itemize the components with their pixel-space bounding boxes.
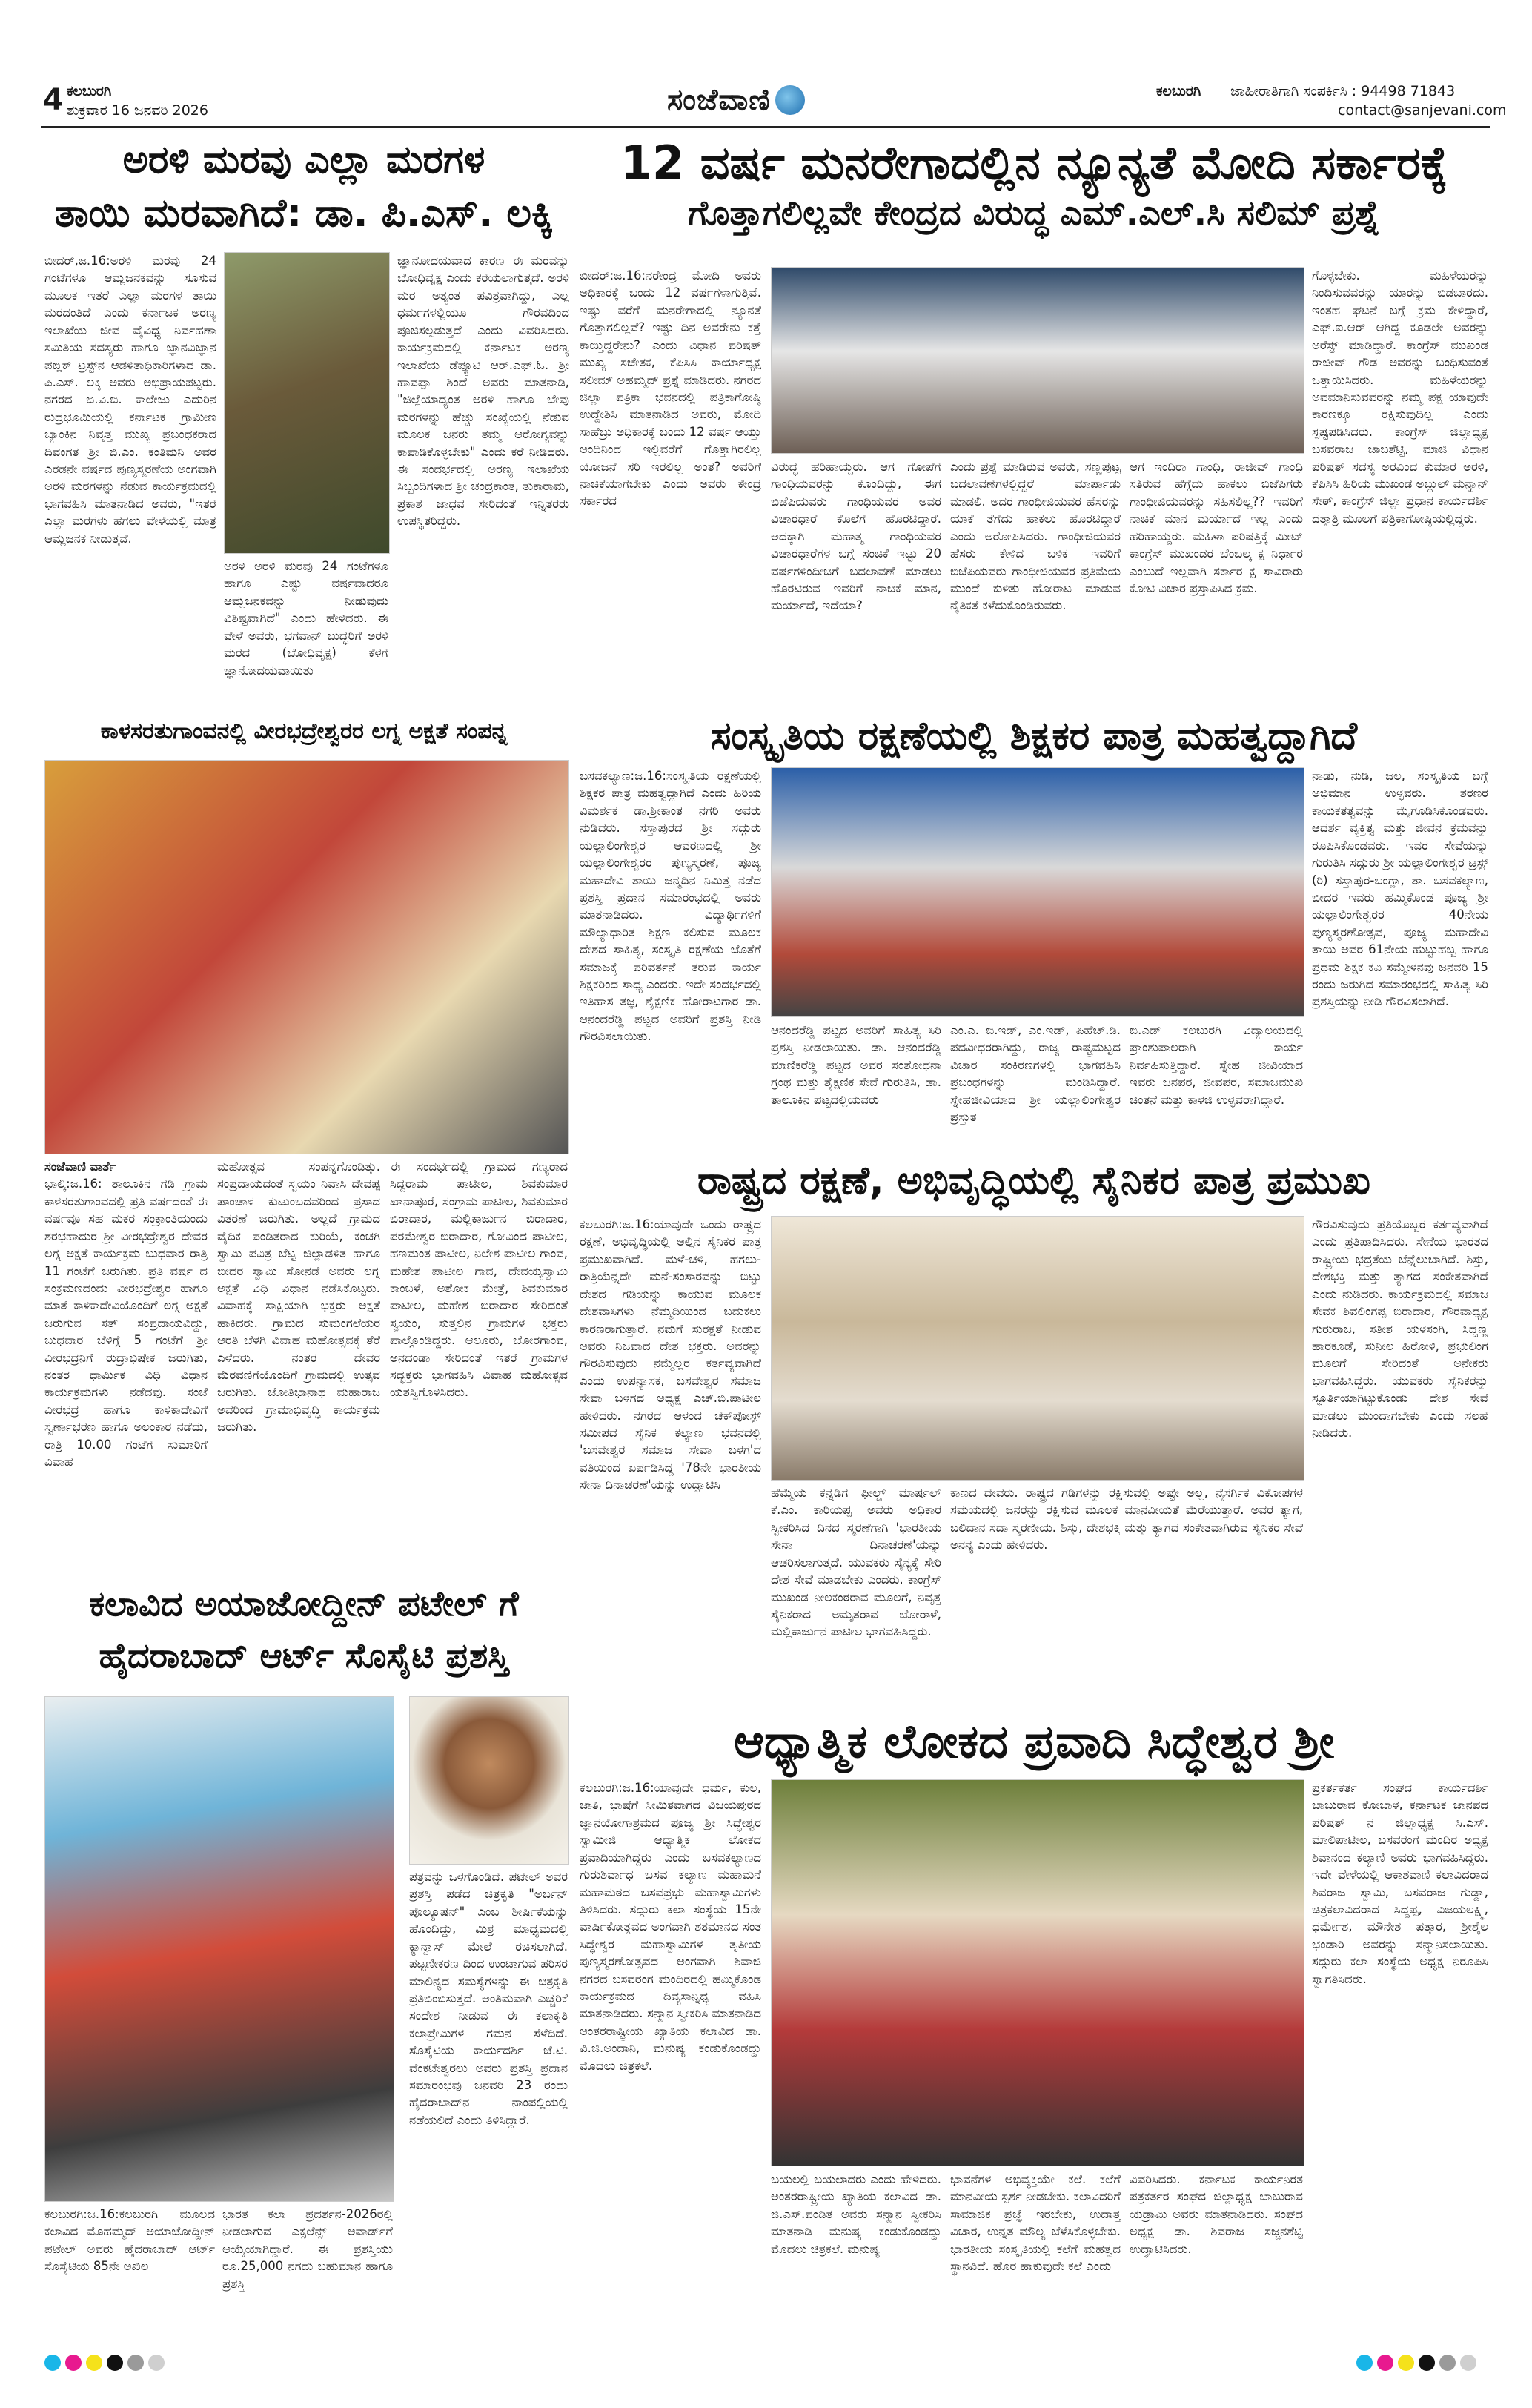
siddeshwar-column-1: ಕಲಬುರಗಿ:ಜ.16:ಯಾವುದೇ ಧರ್ಮ, ಕುಲ, ಜಾತಿ, ಭಾಷೆಗೆ ಸೀಮಿತವಾಗದ ವಿಜಯಪುರದ ಜ್ಞಾನಯೋಗಾಶ್ರಮದ ಪೂಜ್ಯ ಶ್ರೀ ಸಿದ್ಧೇಶ್ವರ ಸ್ವಾಮೀಜಿ ಆಧ್ಯಾತ್ಮಿಕ ಲೋಕದ ಪ್ರವಾದಿಯಾಗಿದ್ದರು ಎಂದು ಬಸವಕಲ್ಯಾಣದ ಗುರುಶಿರ್ವಾಧ ಬಸವ ಕಲ್ಯಾಣ ಮಹಾಮನೆ ಮಹಾಮಠದ ಬಸವಪ್ರಭು ಮಹಾಸ್ವಾಮಿಗಳು ತಿಳಿಸಿದರು. ಸದ್ಗುರು ಕಲಾ ಸಂಸ್ಥೆಯ 15ನೇ ವಾರ್ಷಿಕೋತ್ಸವದ ಅಂಗವಾಗಿ ಶತಮಾನದ ಸಂತ ಸಿದ್ಧೇಶ್ವರ ಮಹಾಸ್ವಾಮಿಗಳ ತೃತೀಯ ಪುಣ್ಯಸ್ಮರಣೋತ್ಸವದ ಅಂಗವಾಗಿ ಶಿವಾಜಿ ನಗರದ ಬಸವರಂಗ ಮಂದಿರದಲ್ಲಿ ಹಮ್ಮಿಕೊಂಡ ಕಾರ್ಯಕ್ರಮದ ದಿವ್ಯಸಾನ್ನಿಧ್ಯ ವಹಿಸಿ ಮಾತನಾಡಿದರು. ಸನ್ಮಾನ ಸ್ವೀಕರಿಸಿ ಮಾತನಾಡಿದ ಅಂತರರಾಷ್ಟ್ರೀಯ ಖ್ಯಾತಿಯ ಕಲಾವಿದ ಡಾ. ವಿ.ಜಿ.ಅಂದಾನಿ, ಮನುಷ್ಯ ಕಂಡುಕೊಂಡದ್ದು ಮೊದಲು ಚಿತ್ರಕಲೆ. — [580, 1781, 761, 2073]
wedding-headline: ಕಾಳಸರತುಗಾಂವನಲ್ಲಿ ವೀರಭದ್ರೇಶ್ವರರ ಲಗ್ನ ಅಕ್ಷತೆ ಸಂಪನ್ನ — [100, 718, 508, 744]
artist-caption: ಕಲಬುರಗಿ:ಜ.16:ಕಲಬುರಗಿ ಮೂಲದ ಕಲಾವಿದ ಮೊಹಮ್ಮದ್ ಅಯಾಜೋದ್ದೀನ್ ಪಟೇಲ್ ಅವರು ಹೈದರಾಬಾದ್ ಆರ್ಟ್ ಸೊಸೈಟಿಯ 85ನೇ ಅಖಿಲ — [44, 2207, 215, 2274]
wedding-column-3: ಈ ಸಂದರ್ಭದಲ್ಲಿ ಗ್ರಾಮದ ಗಣ್ಯರಾದ ಸಿದ್ದರಾಮ ಪಾಟೀಲ, ಶಿವಕುಮಾರ ಖಾನಾಪೂರೆ, ಸಂಗ್ರಾಮ ಪಾಟೀಲ, ಶಿವಕುಮಾರ ಬಿರಾದಾರ, ಮಲ್ಲಿಕಾರ್ಜುನ ಬಿರಾದಾರ, ಪರಮೇಶ್ವರ ಬಿರಾದಾರ, ಗೋವಿಂದ ಪಾಟೀಲ, ಹಣಮಂತ ಪಾಟೀಲ, ನಿಲೇಶ ಪಾಟೀಲ ಗಾಂವ, ಮಹೇಶ ಪಾಟೀಲ ಗಾವ, ದೇವಯ್ಯಸ್ವಾಮಿ ಕಾಂಬಳೆ, ಅಶೋಕ ಮೇತ್ರೆ, ಶಿವಕುಮಾರ ಪಾಟೀಲ, ಮಹೇಶ ಬಿರಾದಾರ ಸೇರಿದಂತೆ ಸ್ವಯಂ, ಸುತ್ತಲಿನ ಗ್ರಾಮಗಳ ಭಕ್ತರು ಪಾಲ್ಗೊಂಡಿದ್ದರು. ಆಲೂರು, ಬೋರಗಾಂವ, ಅನದಂಡಾ ಸೇರಿದಂತೆ ಇತರೆ ಗ್ರಾಮಗಳ ಸದ್ಭಕ್ತರು ಭಾಗವಹಿಸಿ ವಿವಾಹ ಮಹೋತ್ಸವ ಯಶಸ್ವಿಗೊಳಿಸಿದರು. — [390, 1160, 568, 1400]
artist-portrait — [409, 1696, 569, 1865]
culture-column-4: ಬಿ.ಎಡ್ ಕಲಬುರಗಿ ವಿದ್ಯಾಲಯದಲ್ಲಿ ಪ್ರಾಂಶುಪಾಲರಾಗಿ ಕಾರ್ಯ ನಿರ್ವಹಿಸುತ್ತಿದ್ದಾರೆ. ಸ್ನೇಹ ಜೀವಿಯಾದ ಇವರು ಜನಪರ, ಜೀವಪರ, ಸಮಾಜಮುಖಿ ಚಿಂತನೆ ಮತ್ತು ಕಾಳಜಿ ಉಳ್ಳವರಾಗಿದ್ದಾರೆ. — [1130, 1023, 1303, 1107]
reg-dot — [127, 2355, 144, 2371]
culture-column-3: ಎಂ.ಎ. ಬಿ.ಇಡ್, ಎಂ.ಇಡ್, ಪಿಹೆಚ್.ಡಿ. ಪದವೀಧರರಾಗಿದ್ದು, ರಾಜ್ಯ ರಾಷ್ಟ್ರಮಟ್ಟದ ವಿಚಾರ ಸಂಕಿರಣಗಳಲ್ಲಿ ಭಾಗವಹಿಸಿ ಪ್ರಬಂಧಗಳನ್ನು ಮಂಡಿಸಿದ್ದಾರೆ. ಸ್ನೇಹಜೀವಿಯಾದ ಶ್ರೀ ಯಲ್ಲಾಲಿಂಗೇಶ್ವರ ಪ್ರಸ್ತುತ — [950, 1023, 1121, 1125]
nrega-column-2: ವಿರುದ್ಧ ಹರಿಹಾಯ್ದರು. ಆಗ ಗೋಪೆಗೆ ಗಾಂಧಿಯವರನ್ನು ಕೊಂದಿದ್ದು, ಈಗ ಬಿಜೆಪಿಯವರು ಗಾಂಧಿಯವರ ಅವರ ವಿಚಾರಧಾರೆ ಕೊಲೆಗೆ ಹೊರಟಿದ್ದಾರೆ. ಅದಕ್ಕಾಗಿ ಮಹಾತ್ಮ ಗಾಂಧಿಯವರ ವಿಚಾರಧಾರೆಗಳ ಬಗ್ಗೆ ಸಂಚಿಕೆ ಇಟ್ಟು 20 ವರ್ಷಗಳಿಂದೀಚಿಗೆ ಬದಲಾವಣೆ ಮಾಡಲು ಹೊರಟಿರುವ ಇವರಿಗೆ ನಾಚಿಕೆ ಮಾನ, ಮರ್ಯಾದೆ, ಇದೆಯಾ? — [771, 460, 941, 613]
nrega-headline-2: ಗೊತ್ತಾಗಲಿಲ್ಲವೇ ಕೇಂದ್ರದ ವಿರುದ್ಧ ಎಮ್.ಎಲ್.ಸಿ ಸಲಿಮ್ ಪ್ರಶ್ನೆ — [688, 193, 1380, 233]
registration-marks-left — [44, 2355, 165, 2371]
logo-text: ಸಂಜೆವಾಣಿ — [667, 83, 771, 117]
registration-marks-right — [1356, 2355, 1476, 2371]
urban-pollution-artwork — [44, 1696, 394, 2202]
siddeshwar-headline: ಆಧ್ಯಾತ್ಮಿಕ ಲೋಕದ ಪ್ರವಾದಿ ಸಿದ್ಧೇಶ್ವರ ಶ್ರೀ — [734, 1714, 1334, 1768]
reg-dot — [1356, 2355, 1373, 2371]
reg-dot — [1377, 2355, 1393, 2371]
reg-dot — [65, 2355, 82, 2371]
soldiers-column-4: ಗೌರವಿಸುವುದು ಪ್ರತಿಯೊಬ್ಬರ ಕರ್ತವ್ಯವಾಗಿದೆ ಎಂದು ಪ್ರತಿಪಾದಿಸಿದರು. ಸೇನೆಯ ಭಾರತದ ರಾಷ್ಟ್ರೀಯ ಭದ್ರತೆಯ ಬೆನ್ನೆಲುಬಾಗಿದೆ. ಶಿಸ್ತು, ದೇಶಭಕ್ತಿ ಮತ್ತು ತ್ಯಾಗದ ಸಂಕೇತವಾಗಿದೆ ಎಂದು ನುಡಿದರು. ಕಾರ್ಯಕ್ರಮದಲ್ಲಿ ಸಮಾಜ ಸೇವಕ ಶಿವಲಿಂಗಪ್ಪ ಬಿರಾದಾರ, ಗೌರವಾಧ್ಯಕ್ಷ ಗುರುರಾಜ, ಸತೀಶ ಯಳಸಂಗಿ, ಸಿದ್ದಣ್ಣ ಹಾರಕೂಡೆ, ಸುನೀಲ ಹಿರೋಳಿ, ಪ್ರಭುಲಿಂಗ ಮೂಲಗೆ ಸೇರಿದಂತೆ ಅನೇಕರು ಭಾಗವಹಿಸಿದ್ದರು. ಯುವಕರು ಸೈನಿಕರನ್ನು ಸ್ಫೂರ್ತಿಯಾಗಿಟ್ಟುಕೊಂಡು ದೇಶ ಸೇವೆ ಮಾಡಲು ಮುಂದಾಗಬೇಕು ಎಂದು ಸಲಹೆ ನೀಡಿದರು. — [1312, 1217, 1488, 1440]
siddeshwar-column-3: ಭಾವನೆಗಳ ಅಭಿವ್ಯಕ್ತಿಯೇ ಕಲೆ. ಕಲೆಗೆ ಮಾನವೀಯ ಸ್ಪರ್ಶ ನೀಡಬೇಕು. ಕಲಾವಿದರಿಗೆ ಸಾಮಾಜಿಕ ಪ್ರಜ್ಞೆ ಇರಬೇಕು, ಉದಾತ್ತ ವಿಚಾರ, ಉನ್ನತ ಮೌಲ್ಯ ಬೆಳೆಸಿಕೊಳ್ಳಬೇಕು. ಭಾರತೀಯ ಸಂಸ್ಕೃತಿಯಲ್ಲಿ ಕಲೆಗೆ ಮಹತ್ವದ ಸ್ಥಾನವಿದೆ. ಹೊರ ಹಾಕುವುದೇ ಕಲೆ ಎಂದು — [950, 2172, 1121, 2274]
masthead-city-right: ಕಲಬುರಗಿ — [1156, 83, 1201, 99]
reg-dot — [1398, 2355, 1414, 2371]
reg-dot — [44, 2355, 61, 2371]
soldiers-column-3: ಕಾಣದ ದೇವರು. ರಾಷ್ಟ್ರದ ಗಡಿಗಳನ್ನು ರಕ್ಷಿಸುವಲ್ಲಿ ಅಷ್ಟೇ ಅಲ್ಲ, ನೈಸರ್ಗಿಕ ವಿಕೋಪಗಳ ಸಮಯದಲ್ಲಿ ಜನರನ್ನು ರಕ್ಷಿಸುವ ಮೂಲಕ ಮಾನವೀಯತೆ ಮೆರೆಯುತ್ತಾರೆ. ಅವರ ತ್ಯಾಗ, ಬಲಿದಾನ ಸದಾ ಸ್ಮರಣೀಯ. ಶಿಸ್ತು, ದೇಶಭಕ್ತಿ ಮತ್ತು ತ್ಯಾಗದ ಸಂಕೇತವಾಗಿರುವ ಸೈನಿಕರ ಸೇವೆ ಅನನ್ಯ ಎಂದು ಹೇಳಿದರು. — [950, 1486, 1303, 1552]
tree-headline-1: ಅರಳಿ ಮರವು ಎಲ್ಲಾ ಮರಗಳ — [122, 138, 485, 182]
culture-column-5: ನಾಡು, ನುಡಿ, ಜಲ, ಸಂಸ್ಕೃತಿಯ ಬಗ್ಗೆ ಅಭಿಮಾನ ಉಳ್ಳವರು. ಶರಣರ ಕಾಯಕತತ್ವವನ್ನು ಮೈಗೂಡಿಸಿಕೊಂಡವರು. ಆದರ್ಶ ವ್ಯಕ್ತಿತ್ವ ಮತ್ತು ಜೀವನ ಕ್ರಮವನ್ನು ರೂಪಿಸಿಕೊಂಡವರು. ಇವರ ಸೇವೆಯನ್ನು ಗುರುತಿಸಿ ಸದ್ಗುರು ಶ್ರೀ ಯಲ್ಲಾಲಿಂಗೇಶ್ವರ ಟ್ರಸ್ಟ್ (ರಿ) ಸಸ್ತಾಪುರ-ಬಂಗ್ಲಾ, ತಾ. ಬಸವಕಲ್ಯಾಣ, ಬೀದರ ಇವರು ಹಮ್ಮಿಕೊಂಡ ಪೂಜ್ಯ ಶ್ರೀ ಯಲ್ಲಾಲಿಂಗೇಶ್ವರರ 40ನೇಯ ಪುಣ್ಯಸ್ಮರಣೋತ್ಸವ, ಪೂಜ್ಯ ಮಹಾದೇವಿ ತಾಯಿ ಅವರ 61ನೇಯ ಹುಟ್ಟುಹಬ್ಬ ಹಾಗೂ ಪ್ರಥಮ ಶಿಕ್ಷಕ ಕವಿ ಸಮ್ಮೇಳನವು ಜನವರಿ 15 ರಂದು ಜರುಗಿದ ಸಮಾರಂಭದಲ್ಲಿ ಸಾಹಿತ್ಯ ಸಿರಿ ಪ್ರಶಸ್ತಿಯನ್ನು ನೀಡಿ ಗೌರವಿಸಲಾಗಿದೆ. — [1312, 769, 1488, 1009]
siddeshwar-column-2: ಬಯಲಲ್ಲಿ ಬಯಲಾದರು ಎಂದು ಹೇಳಿದರು. ಅಂತರರಾಷ್ಟ್ರೀಯ ಖ್ಯಾತಿಯ ಕಲಾವಿದ ಡಾ. ಜಿ.ಎಸ್.ಪಂಡಿತ ಅವರು ಸನ್ಮಾನ ಸ್ವೀಕರಿಸಿ ಮಾತನಾಡಿ ಮನುಷ್ಯ ಕಂಡುಕೊಂಡದ್ದು ಮೊದಲು ಚಿತ್ರಕಲೆ. ಮನುಷ್ಯ — [771, 2172, 941, 2256]
tree-column-3: ಜ್ಞಾನೋದಯವಾದ ಕಾರಣ ಈ ಮರವನ್ನು ಬೋಧಿವೃಕ್ಷ ಎಂದು ಕರೆಯಲಾಗುತ್ತದೆ. ಅರಳಿ ಮರ ಅತ್ಯಂತ ಪವಿತ್ರವಾಗಿದ್ದು, ಎಲ್ಲ ಧರ್ಮಗಳಲ್ಲಿಯೂ ಗೌರವದಿಂದ ಪೂಜಿಸಲ್ಪಡುತ್ತದೆ ಎಂದು ವಿವರಿಸಿದರು. ಕಾರ್ಯಕ್ರಮದಲ್ಲಿ ಕರ್ನಾಟಕ ಅರಣ್ಯ ಇಲಾಖೆಯ ಡೆಪ್ಯೂಟಿ ಆರ್.ಎಫ್.ಓ. ಶ್ರೀ ಹಾವಪ್ಪಾ ಶಿಂದೆ ಅವರು ಮಾತನಾಡಿ, "ಜಿಲ್ಲೆಯಾದ್ಯಂತ ಅರಳಿ ಹಾಗೂ ಬೇವು ಮರಗಳನ್ನು ಹೆಚ್ಚು ಸಂಖ್ಯೆಯಲ್ಲಿ ನೆಡುವ ಮೂಲಕ ಜನರು ತಮ್ಮ ಆರೋಗ್ಯವನ್ನು ಕಾಪಾಡಿಕೊಳ್ಳಬೇಕು" ಎಂದು ಕರೆ ನೀಡಿದರು. ಈ ಸಂದರ್ಭದಲ್ಲಿ ಅರಣ್ಯ ಇಲಾಖೆಯ ಸಿಬ್ಬಂದಿಗಳಾದ ಶ್ರೀ ಚಂದ್ರಕಾಂತ, ತುಕಾರಾಮ, ಪ್ರಕಾಶ ಜಾಧವ ಸೇರಿದಂತೆ ಇನ್ನಿತರರು ಉಪಸ್ಥಿತರಿದ್ದರು. — [397, 254, 569, 529]
page-number: 4 — [43, 83, 64, 117]
tree-caption: ಅರಳಿ ಅರಳಿ ಮರವು 24 ಗಂಟೆಗಳೂ ಹಾಗೂ ಎಷ್ಟು ವರ್ಷವಾದರೂ ಆಮ್ಲಜನಕವನ್ನು ನೀಡುವುದು ವಿಶಿಷ್ಟವಾಗಿದೆ" ಎಂದು ಹೇಳಿದರು. ಈ ವೇಳೆ ಅವರು, ಭಗವಾನ್ ಬುದ್ಧರಿಗೆ ಅರಳಿ ಮರದ (ಬೋಧಿವೃಕ್ಷ) ಕೆಳಗೆ ಜ್ಞಾನೋದಯವಾಯಿತು — [224, 559, 388, 678]
culture-column-1: ಬಸವಕಲ್ಯಾಣ:ಜ.16:ಸಂಸ್ಕೃತಿಯ ರಕ್ಷಣೆಯಲ್ಲಿ ಶಿಕ್ಷಕರ ಪಾತ್ರ ಮಹತ್ವದ್ದಾಗಿದೆ ಎಂದು ಹಿರಿಯ ವಿಮರ್ಶಕ ಡಾ.ಶ್ರೀಕಾಂತ ನಗರಿ ಅವರು ನುಡಿದರು. ಸಸ್ತಾಪುರದ ಶ್ರೀ ಸದ್ಗುರು ಯಲ್ಲಾಲಿಂಗೇಶ್ವರ ಆವರಣದಲ್ಲಿ ಶ್ರೀ ಯಲ್ಲಾಲಿಂಗೇಶ್ವರರ ಪುಣ್ಯಸ್ಮರಣೆ, ಪೂಜ್ಯ ಮಹಾದೇವಿ ತಾಯಿ ಜನ್ಮದಿನ ನಿಮಿತ್ತ ನಡೆದ ಪ್ರಶಸ್ತಿ ಪ್ರದಾನ ಸಮಾರಂಭದಲ್ಲಿ ಅವರು ಮಾತನಾಡಿದರು. ವಿದ್ಯಾರ್ಥಿಗಳಿಗೆ ಮೌಲ್ಯಾಧಾರಿತ ಶಿಕ್ಷಣ ಕಲಿಸುವ ಮೂಲಕ ದೇಶದ ಸಾಹಿತ್ಯ, ಸಂಸ್ಕೃತಿ ರಕ್ಷಣೆಯ ಜೊತೆಗೆ ಸಮಾಜಕ್ಕೆ ಪರಿವರ್ತನೆ ತರುವ ಕಾರ್ಯ ಶಿಕ್ಷಕರಿಂದ ಸಾಧ್ಯ ಎಂದರು. ಇದೇ ಸಂದರ್ಭದಲ್ಲಿ ಇತಿಹಾಸ ತಜ್ಞ, ಶೈಕ್ಷಣಿಕ ಹೋರಾಟಗಾರ ಡಾ. ಆನಂದರೆಡ್ಡಿ ಪಟ್ಟದ ಅವರಿಗೆ ಪ್ರಶಸ್ತಿ ನೀಡಿ ಗೌರವಿಸಲಾಯಿತು. — [580, 769, 761, 1044]
wedding-column-1 — [44, 1158, 208, 1573]
ad-contact: ಜಾಹೀರಾತಿಗಾಗಿ ಸಂಪರ್ಕಿಸಿ : 94498 71843 — [1230, 83, 1456, 99]
masthead-city: ಕಲಬುರಗಿ — [67, 83, 112, 99]
nrega-column-1: ಬೀದರ್:ಜ.16:ನರೇಂದ್ರ ಮೋದಿ ಅವರು ಅಧಿಕಾರಕ್ಕೆ ಬಂದು 12 ವರ್ಷಗಳಾಗುತ್ತಿವೆ. ಇಷ್ಟು ವರೆಗೆ ಮನರೇಗಾದಲ್ಲಿ ನ್ಯೂನತೆ ಗೊತ್ತಾಗಲಿಲ್ಲವೆ? ಇಷ್ಟು ದಿನ ಅವರೇನು ಕತ್ತೆ ಕಾಯ್ತಿದ್ದರೇನು? ಎಂದು ವಿಧಾನ ಪರಿಷತ್ ಮುಖ್ಯ ಸಚೇತಕ, ಕೆಪಿಸಿಸಿ ಕಾರ್ಯಾಧ್ಯಕ್ಷ ಸಲೀಮ್ ಅಹಮ್ಮದ್ ಪ್ರಶ್ನೆ ಮಾಡಿದರು. ನಗರದ ಜಿಲ್ಲಾ ಪತ್ರಿಕಾ ಭವನದಲ್ಲಿ ಪತ್ರಿಕಾಗೋಷ್ಠಿ ಉದ್ದೇಶಿಸಿ ಮಾತನಾಡಿದ ಅವರು, ಮೋದಿ ಸಾಹೆಬ್ರು ಅಧಿಕಾರಕ್ಕೆ ಬಂದು 12 ವರ್ಷ ಆಯ್ತು ಅಂದಿನಿಂದ ಇಲ್ಲಿವರೆಗೆ ಗೊತ್ತಾಗಿರಲಿಲ್ಲ ಯೋಜನೆ ಸರಿ ಇರಲಿಲ್ಲ ಅಂತ? ಅವರಿಗೆ ನಾಚಿಕೆಯಾಗಬೇಕು ಎಂದು ಅವರು ಕೇಂದ್ರ ಸರ್ಕಾರದ — [580, 268, 761, 509]
siddeshwar-column-4: ಪ್ರಕರ್ತಕರ್ತ ಸಂಘದ ಕಾರ್ಯದರ್ಶಿ ಬಾಬುರಾವ ಕೋಬಾಳ, ಕರ್ನಾಟಕ ಜಾನಪದ ಪರಿಷತ್ ನ ಜಿಲ್ಲಾಧ್ಯಕ್ಷ ಸಿ.ಎಸ್. ಮಾಲಿಪಾಟೀಲ, ಬಸವರಂಗ ಮಂದಿರ ಅಧ್ಯಕ್ಷ ಶಿವಾನಂದ ಕಲ್ಯಾಣಿ ಅವರು ಭಾಗವಹಿಸಿದ್ದರು. ಇದೇ ವೇಳೆಯಲ್ಲಿ ಆಕಾಶವಾಣಿ ಕಲಾವಿದರಾದ ಶಿವರಾಜ ಸ್ವಾಮಿ, ಬಸವರಾಜ ಗುಡ್ಡಾ, ಚಿತ್ರಕಲಾವಿದರಾದ ಸಿದ್ದಪ್ಪ, ವಿಜಯಲಕ್ಷ್ಮಿ, ಧರ್ಮೇಶ, ಮೌನೇಶ ಪತ್ತಾರ, ಶ್ರೀಶೈಲ ಭಂಡಾರಿ ಅವರನ್ನು ಸನ್ಮಾನಿಸಲಾಯಿತು. ಸದ್ಗುರು ಕಲಾ ಸಂಸ್ಥೆಯ ಅಧ್ಯಕ್ಷ ನಿರೂಪಿಸಿ ಸ್ವಾಗತಿಸಿದರು. — [1312, 1781, 1488, 1986]
masthead-date: ಶುಕ್ರವಾರ 16 ಜನವರಿ 2026 — [67, 102, 208, 119]
artist-column-2: ಪತ್ರವನ್ನು ಒಳಗೊಂಡಿದೆ. ಪಟೇಲ್ ಅವರ ಪ್ರಶಸ್ತಿ ಪಡೆದ ಚಿತ್ರಕೃತಿ "ಅರ್ಬನ್ ಪೊಲ್ಯೂಷನ್" ಎಂಬ ಶೀರ್ಷಿಕೆಯನ್ನು ಹೊಂದಿದ್ದು, ಮಿಶ್ರ ಮಾಧ್ಯಮದಲ್ಲಿ ಕ್ಯಾನ್ವಾಸ್ ಮೇಲೆ ರಚಿಸಲಾಗಿದೆ. ಪಟ್ಟಣೀಕರಣ ದಿಂದ ಉಂಟಾಗುವ ಪರಿಸರ ಮಾಲಿನ್ಯದ ಸಮಸ್ಯೆಗಳನ್ನು ಈ ಚಿತ್ರಕೃತಿ ಪ್ರತಿಬಿಂಬಿಸುತ್ತದೆ. ಅಂತಿಮವಾಗಿ ಎಚ್ಚರಿಕೆ ಸಂದೇಶ ನೀಡುವ ಈ ಕಲಾಕೃತಿ ಕಲಾಪ್ರೇಮಿಗಳ ಗಮನ ಸೆಳೆದಿದೆ. ಸೊಸೈಟಿಯ ಕಾರ್ಯದರ್ಶಿ ಜೆ.ಟಿ. ವೆಂಕಟೇಶ್ವರಲು ಅವರು ಪ್ರಶಸ್ತಿ ಪ್ರದಾನ ಸಮಾರಂಭವು ಜನವರಿ 23 ರಂದು ಹೈದರಾಬಾದ್‌ನ ನಾಂಪಲ್ಲಿಯಲ್ಲಿ ನಡೆಯಲಿದೆ ಎಂದು ತಿಳಿಸಿದ್ದಾರೆ. — [409, 1870, 568, 2127]
press-meet-photo — [771, 267, 1304, 454]
artist-column-3: ಭಾರತ ಕಲಾ ಪ್ರದರ್ಶನ-2026ರಲ್ಲಿ ನೀಡಲಾಗುವ ಎಕ್ಸಲೆನ್ಸ್ ಅವಾರ್ಡ್‌ಗೆ ಆಯ್ಕೆಯಾಗಿದ್ದಾರೆ. ಈ ಪ್ರಶಸ್ತಿಯು ರೂ.25,000 ನಗದು ಬಹುಮಾನ ಹಾಗೂ ಪ್ರಶಸ್ತಿ — [222, 2207, 393, 2291]
newspaper-logo — [667, 83, 805, 117]
reg-dot — [107, 2355, 123, 2371]
contact-email[interactable]: contact@sanjevani.com — [1338, 102, 1507, 119]
reg-dot — [86, 2355, 102, 2371]
reg-dot — [1419, 2355, 1435, 2371]
tree-planting-photo — [224, 252, 390, 554]
award-ceremony-photo — [771, 767, 1304, 1017]
tree-column-1: ಬೀದರ್,ಜ.16:ಅರಳಿ ಮರವು 24 ಗಂಟೆಗಳೂ ಆಮ್ಲಜನಕವನ್ನು ಸೂಸುವ ಮೂಲಕ ಇತರೆ ಎಲ್ಲಾ ಮರಗಳ ತಾಯಿ ಮರದಂತಿದೆ ಎಂದು ಕರ್ನಾಟಕ ಅರಣ್ಯ ಇಲಾಖೆಯ ಜೀವ ವೈವಿಧ್ಯ ನಿರ್ವಹಣಾ ಸಮಿತಿಯ ಸದಸ್ಯರು ಹಾಗೂ ಜ್ಞಾನವಿಜ್ಞಾನ ಪಬ್ಲಿಕ್ ಟ್ರಸ್ಟ್‌ನ ಆಡಳಿತಾಧಿಕಾರಿಗಳಾದ ಡಾ. ಪಿ.ಎಸ್. ಲಕ್ಕಿ ಅವರು ಅಭಿಪ್ರಾಯಪಟ್ಟರು. ನಗರದ ಬಿ.ವಿ.ಬಿ. ಕಾಲೇಜು ಎದುರಿನ ರುದ್ರಭೂಮಿಯಲ್ಲಿ ಕರ್ನಾಟಕ ಗ್ರಾಮೀಣ ಬ್ಯಾಂಕಿನ ನಿವೃತ್ತ ಮುಖ್ಯ ಪ್ರಬಂಧಕರಾದ ದಿವಂಗತ ಶ್ರೀ ಬಿ.ಎಂ. ಕಂತಿಮನಿ ಅವರ ಎರಡನೇ ವರ್ಷದ ಪುಣ್ಯಸ್ಮರಣೆಯ ಅಂಗವಾಗಿ ಅರಳಿ ಮರಗಳನ್ನು ನೆಡುವ ಕಾರ್ಯಕ್ರಮದಲ್ಲಿ ಭಾಗವಹಿಸಿ ಮಾತನಾಡಿದ ಅವರು, "ಇತರೆ ಎಲ್ಲಾ ಮರಗಳು ಹಗಲು ವೇಳೆಯಲ್ಲಿ ಮಾತ್ರ ಆಮ್ಲಜನಕ ನೀಡುತ್ತವೆ. — [44, 254, 216, 546]
tree-headline-2: ತಾಯಿ ಮರವಾಗಿದೆ: ಡಾ. ಪಿ.ಎಸ್. ಲಕ್ಕಿ — [54, 191, 554, 236]
masthead-rule — [41, 126, 1490, 128]
culture-headline: ಸಂಸ್ಕೃತಿಯ ರಕ್ಷಣೆಯಲ್ಲಿ ಶಿಕ್ಷಕರ ಪಾತ್ರ ಮಹತ್ವದ್ದಾಗಿದೆ — [710, 714, 1358, 758]
soldiers-headline: ರಾಷ್ಟ್ರದ ರಕ್ಷಣೆ, ಅಭಿವೃದ್ಧಿಯಲ್ಲಿ ಸೈನಿಕರ ಪಾತ್ರ ಪ್ರಮುಖ — [697, 1159, 1370, 1203]
wedding-byline: ಸಂಜೆವಾಣಿ ವಾರ್ತೆ — [44, 1160, 116, 1174]
reg-dot — [148, 2355, 165, 2371]
reg-dot — [1460, 2355, 1476, 2371]
reg-dot — [1439, 2355, 1456, 2371]
nrega-column-4: ಆಗ ಇಂದಿರಾ ಗಾಂಧಿ, ರಾಜೀವ್ ಗಾಂಧಿ ಸತಿರುವ ಹೆಗ್ಗೆದು ಹಾಕಲು ಬಿಜೆಪಿಗರು ಗಾಂಧೀಜಿಯವರನ್ನು ಸಹಿಸಲಿಲ್ಲ?? ಇವರಿಗೆ ನಾಚಿಕೆ ಮಾನ ಮರ್ಯಾದೆ ಇಲ್ಲ ಎಂದು ಹರಿಹಾಯ್ದರು. ಮಹಿಳಾ ಪರಿಷತ್ತಿಕ್ಕೆ ಮೀಟ್ ಕಾಂಗ್ರೆಸ್ ಮುಖಂಡರ ಬೆಂಬಲ್ಕ ಕ್ಷ ನಿರ್ಧಾರ ಎಂಬುದೆ ಇಲ್ಲವಾಗಿ ಸರ್ಕಾರ ಕ್ಷ ಸಾವಿರಾರು ಕೋಟಿ ವಿಚಾರ ಪ್ರಸ್ತಾಪಿಸಿದ ಕ್ರಮ. — [1130, 460, 1303, 595]
siddeshwar-column-5: ವಿವರಿಸಿದರು. ಕರ್ನಾಟಕ ಕಾರ್ಯನಿರತ ಪತ್ರಕರ್ತರ ಸಂಘದ ಜಿಲ್ಲಾಧ್ಯಕ್ಷ ಬಾಬುರಾವ ಯಡ್ರಾಮಿ ಅವರು ಮಾತನಾಡಿದರು. ಸಂಘದ ಅಧ್ಯಕ್ಷ ಡಾ. ಶಿವರಾಜ ಸಜ್ಜನಶೆಟ್ಟಿ ಉದ್ಘಾಟಿಸಿದರು. — [1130, 2172, 1303, 2256]
nrega-column-3: ಎಂದು ಪ್ರಶ್ನೆ ಮಾಡಿರುವ ಅವರು, ಸಣ್ಣಪುಟ್ಟ ಬದಲಾವಣೆಗಳಲ್ಲಿದ್ದರೆ ಮಾರ್ಪಾಡು ಮಾಡಲಿ. ಅದರ ಗಾಂಧೀಜಿಯವರ ಹೆಸರನ್ನು ಯಾಕೆ ತೆಗೆದು ಹಾಕಲು ಹೊರಟಿದ್ದಾರೆ ಎಂದು ಅರೋಪಿಸಿದರು. ಗಾಂಧೀಜಿಯವರ ಹೆಸರು ಕೇಳಿದ ಬಳಿಕ ಇವರಿಗೆ ಬಿಜೆಪಿಯವರು ಗಾಂಧೀಜಿಯವರ ಪ್ರತಿಮೆಯ ಮುಂದೆ ಕುಳಿತು ಹೋರಾಟ ಮಾಡುವ ನೈತಿಕತೆ ಕಳೆದುಕೊಂಡಿರುವರು. — [950, 460, 1121, 613]
nrega-headline-1: 12 ವರ್ಷ ಮನರೇಗಾದಲ್ಲಿನ ನ್ಯೂನ್ಯತೆ ಮೋದಿ ಸರ್ಕಾರಕ್ಕೆ — [620, 136, 1448, 190]
culture-column-2: ಆನಂದರೆಡ್ಡಿ ಪಟ್ಟದ ಅವರಿಗೆ ಸಾಹಿತ್ಯ ಸಿರಿ ಪ್ರಶಸ್ತಿ ನೀಡಲಾಯಿತು. ಡಾ. ಆನಂದರೆಡ್ಡಿ ಮಾಣಿಕರೆಡ್ಡಿ ಪಟ್ಟದ ಅವರ ಸಂಶೋಧನಾ ಗ್ರಂಥ ಮತ್ತು ಶೈಕ್ಷಣಿಕ ಸೇವೆ ಗುರುತಿಸಿ, ಡಾ. ತಾಲೂಕಿನ ಪಟ್ಟದಲ್ಲಿಯವರು — [771, 1023, 941, 1107]
globe-icon — [775, 85, 805, 115]
army-day-photo — [771, 1216, 1304, 1481]
nrega-column-5: ಗೊಳ್ಳಬೇಕು. ಮಹಿಳೆಯರನ್ನು ನಿಂದಿಸುವವರನ್ನು ಯಾರನ್ನು ಬಿಡಬಾರದು. ಇಂತಹ ಘಟನೆ ಬಗ್ಗೆ ಕ್ರಮ ಕೇಳಿದ್ದಾರೆ, ಎಫ್.ಐ.ಆರ್ ಆಗಿದ್ದ ಕೂಡಲೇ ಅವರನ್ನು ಅರೆಸ್ಟ್ ಮಾಡಿದ್ದಾರೆ. ಕಾಂಗ್ರೆಸ್ ಮುಖಂಡ ರಾಜೀವ್ ಗೌಡ ಅವರನ್ನು ಬಂಧಿಸುವಂತೆ ಒತ್ತಾಯಿಸಿದರು. ಮಹಿಳೆಯರನ್ನು ಅವಮಾನಿಸುವವರನ್ನು ನಮ್ಮ ಪಕ್ಷ ಯಾವುದೇ ಕಾರಣಕ್ಕೂ ರಕ್ಷಿಸುವುದಿಲ್ಲ ಎಂದು ಸ್ಪಷ್ಟಪಡಿಸಿದರು. ಕಾಂಗ್ರೆಸ್ ಜಿಲ್ಲಾಧ್ಯಕ್ಷ ಬಸವರಾಜ ಜಾಬಶೆಟ್ಟಿ, ಮಾಜಿ ವಿಧಾನ ಪರಿಷತ್ ಸದಸ್ಯ ಅರವಿಂದ ಕುಮಾರ ಅರಳಿ, ಕೆಪಿಸಿಸಿ ಹಿರಿಯ ಮುಖಂಡ ಅಬ್ದುಲ್ ಮನ್ನಾನ್ ಸೇಠ್, ಕಾಂಗ್ರೆಸ್ ಜಿಲ್ಲಾ ಪ್ರಧಾನ ಕಾರ್ಯದರ್ಶಿ ದತ್ತಾತ್ರಿ ಮೂಲಗೆ ಪತ್ರಿಕಾಗೋಷ್ಠಿಯಲ್ಲಿದ್ದರು. — [1312, 268, 1488, 526]
felicitation-photo — [771, 1779, 1304, 2166]
soldiers-column-2: ಹೆಮ್ಮೆಯ ಕನ್ನಡಿಗ ಫೀಲ್ಡ್ ಮಾರ್ಷಲ್ ಕೆ.ಎಂ. ಕಾರಿಯಪ್ಪ ಅವರು ಅಧಿಕಾರ ಸ್ವೀಕರಿಸಿದ ದಿನದ ಸ್ಮರಣೆಗಾಗಿ 'ಭಾರತೀಯ ಸೇನಾ ದಿನಾಚರಣೆ'ಯನ್ನು ಆಚರಿಸಲಾಗುತ್ತದೆ. ಯುವಕರು ಸೈನ್ಯಕ್ಕೆ ಸೇರಿ ದೇಶ ಸೇವೆ ಮಾಡಬೇಕು ಎಂದರು. ಕಾಂಗ್ರೆಸ್ ಮುಖಂಡ ನೀಲಕಂಠರಾವ ಮೂಲಗೆ, ನಿವೃತ್ತ ಸೈನಿಕರಾದ ಅಮೃತರಾವ ಬೋರಾಳೆ, ಮಲ್ಲಿಕಾರ್ಜುನ ಪಾಟೀಲ ಭಾಗವಹಿಸಿದ್ದರು. — [771, 1486, 941, 1639]
wedding-column-2: ಮಹೋತ್ಸವ ಸಂಪನ್ನಗೊಂಡಿತ್ತು. ಸಂಪ್ರದಾಯದಂತೆ ಸ್ವಯಂ ನಿವಾಸಿ ದೇವಪ್ಪ ಪಾಂಚಾಳ ಕುಟುಂಬದವರಿಂದ ಪ್ರಸಾದ ವಿತರಣೆ ಜರುಗಿತು. ಅಲ್ಲದೆ ಗ್ರಾಮದ ವೈದಿಕ ಪಂಡಿತರಾದ ಕುರಿಯೆ, ಕಂಚಗಿ ಸ್ವಾಮಿ ಪವಿತ್ರ ಬೆಟ್ಟ ಜಿಲ್ಲಾಡಳಿತ ಹಾಗೂ ಬೀದರ ಸ್ವಾಮಿ ಸೋನಡೆ ಅವರು ಲಗ್ನ ಅಕ್ಷತೆ ವಿಧಿ ವಿಧಾನ ನಡೆಸಿಕೊಟ್ಟರು. ವಿವಾಹಕ್ಕೆ ಸಾಕ್ಷಿಯಾಗಿ ಭಕ್ತರು ಅಕ್ಷತೆ ಹಾಕಿದರು. ಗ್ರಾಮದ ಸುಮಂಗಲೆಯರ ಆರತಿ ಬೆಳಗಿ ವಿವಾಹ ಮಹೋತ್ಸವಕ್ಕೆ ತೆರೆ ಎಳೆದರು. ನಂತರ ದೇವರ ಮೆರವಣಿಗೆಯೊಂದಿಗೆ ಗ್ರಾಮದಲ್ಲಿ ಉತ್ಸವ ಜರುಗಿತು. ಜೋತಿಭಾನಾಥ ಮಹಾರಾಜ ಅವರಿಂದ ಗ್ರಾಮಾಭಿವೃದ್ಧಿ ಕಾರ್ಯಕ್ರಮ ಜರುಗಿತು. — [217, 1160, 380, 1435]
wedding-column-1-text: ಭಾಲ್ಕಿ:ಜ.16: ತಾಲೂಕಿನ ಗಡಿ ಗ್ರಾಮ ಕಾಳಸರತುಗಾಂವದಲ್ಲಿ ಪ್ರತಿ ವರ್ಷದಂತೆ ಈ ವರ್ಷವೂ ಸಹ ಮಕರ ಸಂಕ್ರಾಂತಿಯಂದು ಶರಭಹಾದುರ ಶ್ರೀ ವೀರಭದ್ರೇಶ್ವರ ದೇವರ ಲಗ್ನ ಅಕ್ಷತೆ ಕಾರ್ಯಕ್ರಮ ಬುಧವಾರ ರಾತ್ರಿ 11 ಗಂಟೆಗೆ ಜರುಗಿತು. ಪ್ರತಿ ವರ್ಷ ದ ಸಂಕ್ರಮಣದಂದು ವೀರಭದ್ರೇಶ್ವರ ಹಾಗೂ ಮಾತೆ ಕಾಳಿಕಾದೇವಿಯೊಂದಿಗೆ ಲಗ್ನ ಅಕ್ಷತೆ ಜರುಗುವ ಸತ್ ಸಂಪ್ರದಾಯವಿದ್ದು, ಬುಧವಾರ ಬೆಳಿಗ್ಗೆ 5 ಗಂಟೆಗೆ ಶ್ರೀ ವೀರಭದ್ರನಿಗೆ ರುದ್ರಾಭಿಷೇಕ ಜರುಗಿತು, ನಂತರ ಧಾರ್ಮಿಕ ವಿಧಿ ವಿಧಾನ ಕಾರ್ಯಕ್ರಮಗಳು ನಡೆದವು. ಸಂಜೆ ವೀರಭದ್ರ ಹಾಗೂ ಕಾಳಿಕಾದೇವಿಗೆ ಸ್ವರ್ಣಾಭರಣ ಹಾಗೂ ಅಲಂಕಾರ ನಡೆದು, ರಾತ್ರಿ 10.00 ಗಂಟೆಗೆ ಸುಮಾರಿಗೆ ವಿವಾಹ — [44, 1177, 208, 1469]
artist-headline-2: ಹೈದರಾಬಾದ್ ಆರ್ಟ್ ಸೊಸೈಟಿ ಪ್ರಶಸ್ತಿ — [99, 1635, 509, 1676]
artist-headline-1: ಕಲಾವಿದ ಅಯಾಜೋದ್ದೀನ್ ಪಟೇಲ್ ಗೆ — [89, 1584, 519, 1624]
temple-wedding-photo — [44, 760, 569, 1154]
soldiers-column-1: ಕಲಬುರಗಿ:ಜ.16:ಯಾವುದೇ ಒಂದು ರಾಷ್ಟ್ರದ ರಕ್ಷಣೆ, ಅಭಿವೃದ್ಧಿಯಲ್ಲಿ ಅಲ್ಲಿನ ಸೈನಿಕರ ಪಾತ್ರ ಪ್ರಮುಖವಾಗಿದೆ. ಮಳೆ-ಚಳಿ, ಹಗಲು-ರಾತ್ರಿಯೆನ್ನದೇ ಮನೆ-ಸಂಸಾರವನ್ನು ಬಿಟ್ಟು ದೇಶದ ಗಡಿಯನ್ನು ಕಾಯುವ ಮೂಲಕ ದೇಶವಾಸಿಗಳು ನೆಮ್ಮದಿಯಿಂದ ಬದುಕಲು ಕಾರಣರಾಗುತ್ತಾರೆ. ನಮಗೆ ಸುರಕ್ಷತೆ ನೀಡುವ ಅವರು ನಿಜವಾದ ದೇಶ ಭಕ್ತರು. ಅವರನ್ನು ಗೌರವಿಸುವುದು ನಮ್ಮೆಲ್ಲರ ಕರ್ತವ್ಯವಾಗಿದೆ ಎಂದು ಉಪನ್ಯಾಸಕ, ಬಸವೇಶ್ವರ ಸಮಾಜ ಸೇವಾ ಬಳಗದ ಅಧ್ಯಕ್ಷ ಎಚ್.ಬಿ.ಪಾಟೀಲ ಹೇಳಿದರು. ನಗರದ ಆಳಂದ ಚೆಕ್‌ಪೋಸ್ಟ್ ಸಮೀಪದ ಸೈನಿಕ ಕಲ್ಯಾಣ ಭವನದಲ್ಲಿ 'ಬಸವೇಶ್ವರ ಸಮಾಜ ಸೇವಾ ಬಳಗ'ದ ವತಿಯಿಂದ ಏರ್ಪಡಿಸಿದ್ದ '78ನೇ ಭಾರತೀಯ ಸೇನಾ ದಿನಾಚರಣೆ'ಯನ್ನು ಉದ್ಘಾಟಿಸಿ — [580, 1217, 761, 1492]
